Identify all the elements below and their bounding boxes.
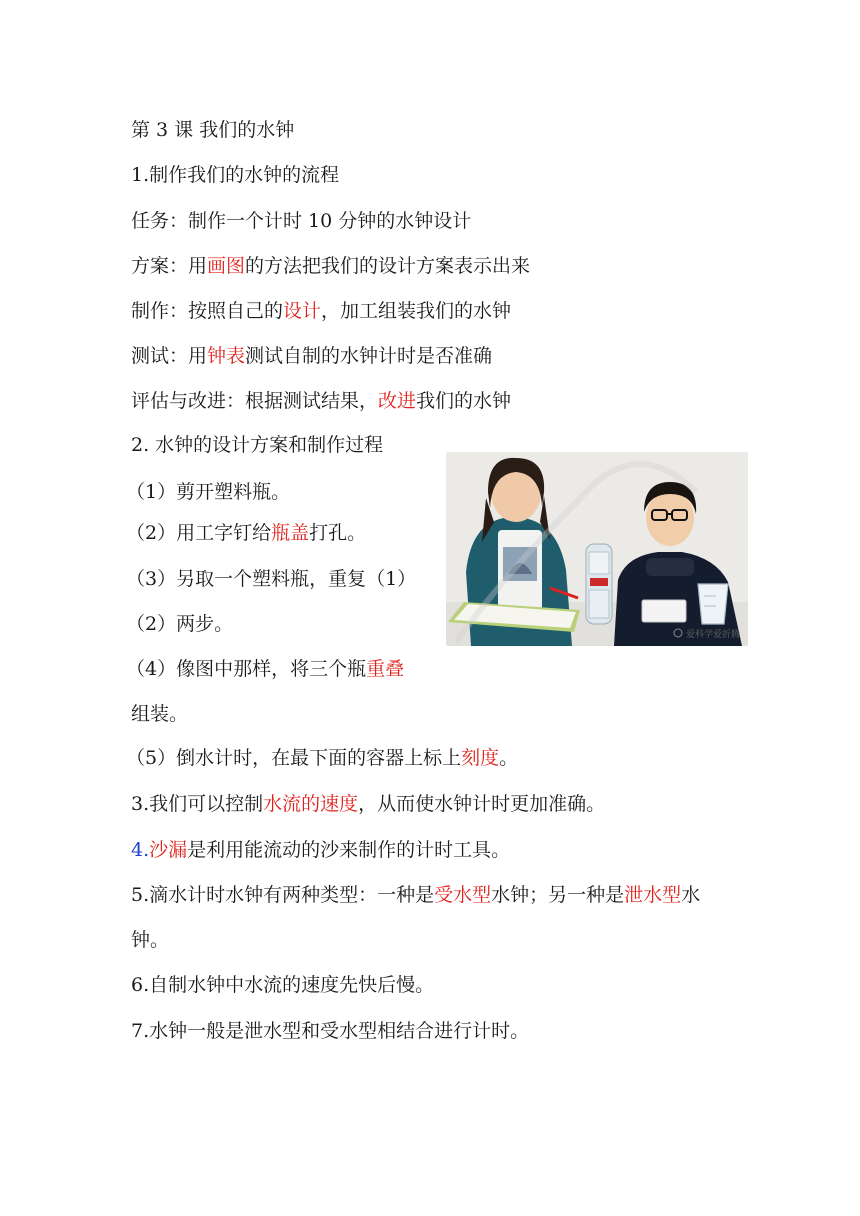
flow-test: 测试：用钟表测试自制的水钟计时是否准确 (131, 345, 493, 367)
keyword: 受水型 (434, 884, 492, 906)
flow-plan: 方案：用画图的方法把我们的设计方案表示出来 (131, 255, 531, 277)
point-4: 4.沙漏是利用能流动的沙来制作的计时工具。 (131, 839, 511, 861)
step-4-cont: 组装。 (131, 703, 189, 725)
keyword: 画图 (207, 255, 246, 277)
point-5: 5.滴水计时水钟有两种类型：一种是受水型水钟；另一种是泄水型水 (131, 884, 701, 906)
point-5-cont: 钟。 (131, 929, 170, 951)
step-3-cont: （2）两步。 (126, 613, 234, 635)
step-5: （5）倒水计时，在最下面的容器上标上刻度。 (126, 747, 519, 769)
keyword: 重叠 (366, 658, 405, 680)
section-2-heading: 2. 水钟的设计方案和制作过程 (131, 434, 384, 456)
keyword: 瓶盖 (271, 522, 310, 544)
step-3: （3）另取一个塑料瓶，重复（1） (126, 568, 417, 590)
keyword: 刻度 (461, 747, 500, 769)
keyword: 水流的速度 (263, 793, 359, 815)
section-1-heading: 1.制作我们的水钟的流程 (131, 164, 340, 186)
keyword: 钟表 (207, 345, 246, 367)
lesson-title: 第 3 课 我们的水钟 (131, 119, 295, 141)
item-number: 4. (131, 839, 150, 861)
photo-watermark: 爱科学爱折腾 (686, 630, 741, 640)
step-4: （4）像图中那样，将三个瓶重叠 (126, 658, 405, 680)
point-6: 6.自制水钟中水流的速度先快后慢。 (131, 974, 435, 996)
flow-task: 任务：制作一个计时 10 分钟的水钟设计 (131, 210, 472, 232)
keyword: 设计 (283, 300, 322, 322)
point-7: 7.水钟一般是泄水型和受水型相结合进行计时。 (131, 1020, 530, 1042)
keyword: 改进 (378, 390, 417, 412)
flow-make: 制作：按照自己的设计，加工组装我们的水钟 (131, 300, 512, 322)
photo-illustration (446, 452, 748, 646)
step-2: （2）用工字钉给瓶盖打孔。 (126, 522, 367, 544)
keyword: 沙漏 (149, 839, 188, 861)
point-3: 3.我们可以控制水流的速度，从而使水钟计时更加准确。 (131, 793, 606, 815)
water-clock-photo (446, 452, 748, 646)
flow-eval: 评估与改进：根据测试结果，改进我们的水钟 (131, 390, 512, 412)
keyword: 泄水型 (624, 884, 682, 906)
step-1: （1）剪开塑料瓶。 (126, 481, 291, 503)
